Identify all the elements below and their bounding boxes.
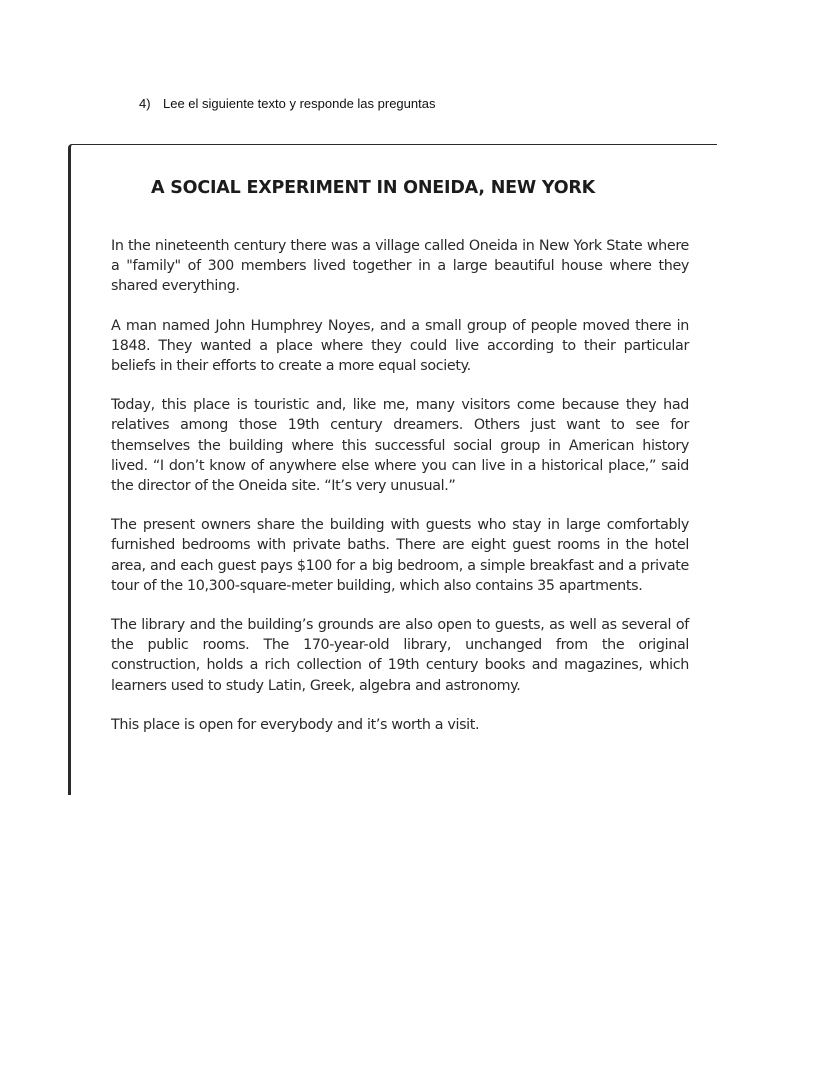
article-body [111, 236, 689, 754]
article-paragraph-6: This place is open for everybody and it’s worth a visit. [111, 716, 480, 733]
article-title: A SOCIAL EXPERIMENT IN ONEIDA, NEW YORK [151, 178, 596, 198]
article-paragraph-4: The present owners share the building with guests who stay in large comfortably furnished bedrooms with private baths. There are eight guest rooms in the hotel area, and each guest pays $100 for a big bedroom, a simple breakfast and a private tour of the 10,300-square-meter building, which also contains 35 apartments. [111, 517, 689, 594]
article-paragraph-1: In the nineteenth century there was a village called Oneida in New York State where a "family" of 300 members lived together in a large beautiful house where they shared everything. [111, 238, 689, 295]
article-paragraph-2: A man named John Humphrey Noyes, and a small group of people moved there in 1848. They wanted a place where they could live according to their particular beliefs in their efforts to create a more equal society. [111, 317, 689, 375]
article-paragraph-3: Today, this place is touristic and, like me, many visitors come because they had relatives among those 19th century dreamers. Others just want to see for themselves the building where this successful social group in American history lived. “I don’t know of anywhere else where you can live in a historical place,” said the director of the Oneida site. “It’s very unusual.” [111, 397, 689, 495]
instruction-number: 4) [139, 96, 151, 111]
article-paragraph-5: The library and the building’s grounds are also open to guests, as well as several of the public rooms. The 170-year-old library, unchanged from the original construction, holds a rich collection of 19th century books and magazines, which learners used to study Latin, Greek, algebra and astronomy. [111, 617, 689, 694]
instruction-line [139, 96, 435, 111]
instruction-text: Lee el siguiente texto y responde las preguntas [163, 96, 436, 111]
